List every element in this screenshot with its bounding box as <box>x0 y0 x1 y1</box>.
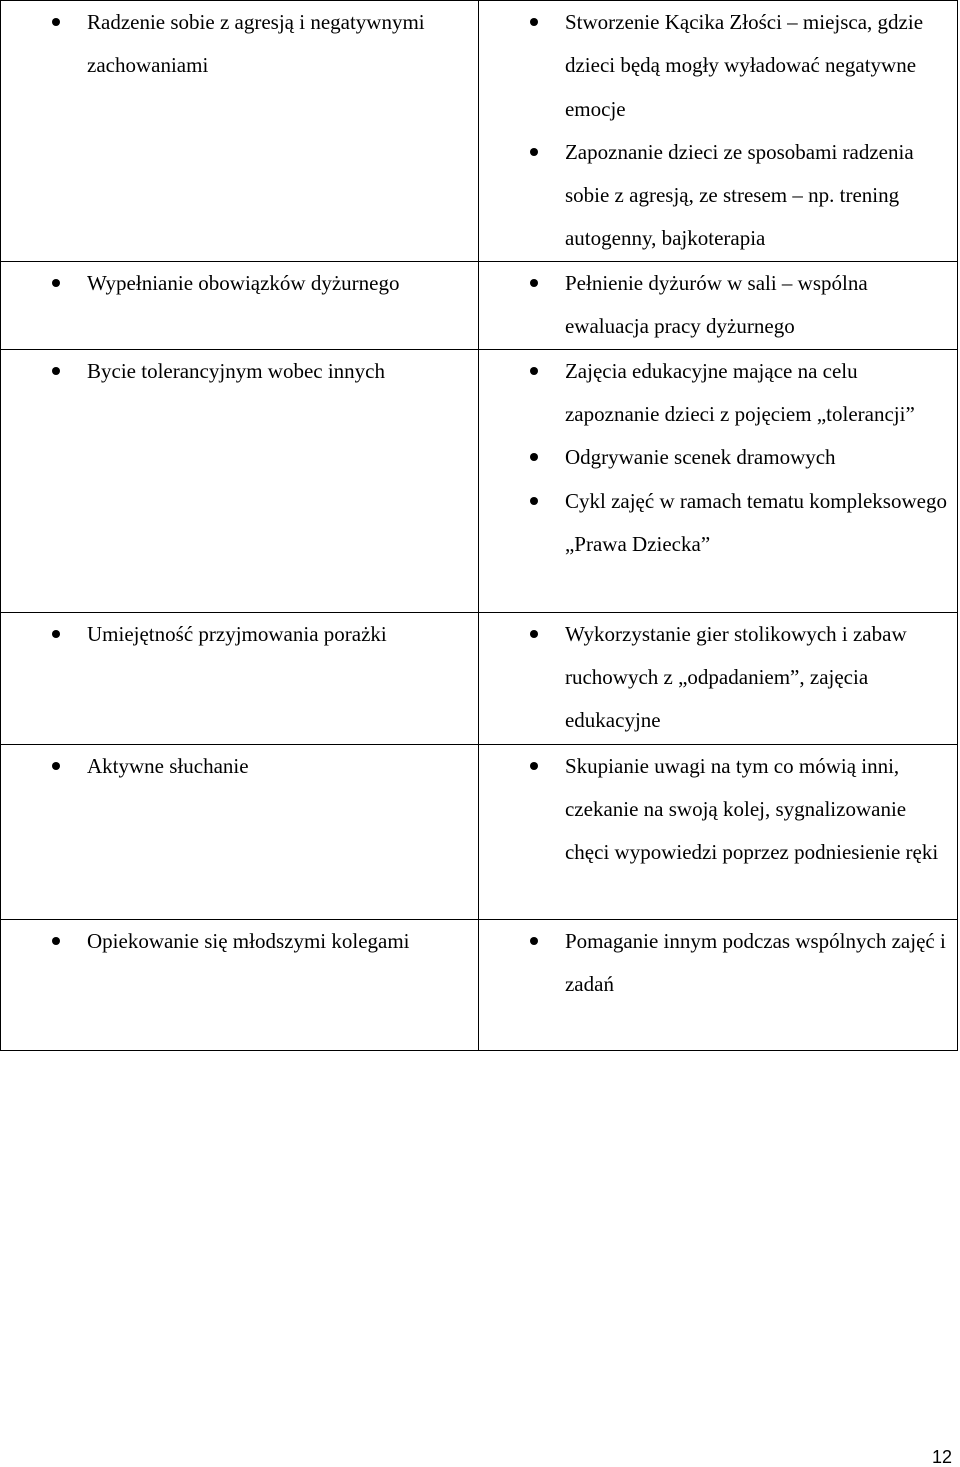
bullet-dot-icon <box>52 937 60 945</box>
table-row <box>1 919 958 1050</box>
method-item <box>479 1 957 131</box>
bullet-dot-icon <box>530 497 538 505</box>
method-item <box>479 613 957 743</box>
skill-cell <box>1 1 479 262</box>
table-row <box>1 349 958 612</box>
method-item <box>479 480 957 567</box>
table-row <box>1 612 958 744</box>
skill-text: Bycie tolerancyjnym wobec innych <box>87 358 385 383</box>
skill-text: Aktywne słuchanie <box>87 753 249 778</box>
skill-item <box>1 1 478 88</box>
method-text: Zajęcia edukacyjne mające na celu zapoznanie dzieci z pojęciem „tolerancji” <box>564 358 915 427</box>
method-text: Zapoznanie dzieci ze sposobami radzenia sobie z agresją, ze stresem – np. trening autogenny, bajkoterapia <box>564 139 914 251</box>
page-number: 12 <box>931 1447 952 1467</box>
methods-cell <box>478 612 957 744</box>
method-text: Cykl zajęć w ramach tematu kompleksowego „Prawa Dziecka” <box>564 488 947 556</box>
table-row <box>1 744 958 919</box>
bullet-dot-icon <box>530 453 538 461</box>
methods-cell <box>478 1 957 262</box>
method-item <box>479 131 957 261</box>
bullet-dot-icon <box>52 630 60 638</box>
method-item <box>479 745 957 875</box>
method-text: Odgrywanie scenek dramowych <box>564 445 836 470</box>
bullet-dot-icon <box>52 18 60 26</box>
skill-item <box>1 613 478 656</box>
methods-cell <box>478 744 957 919</box>
table-row <box>1 1 958 262</box>
skill-text: Umiejętność przyjmowania porażki <box>87 621 387 646</box>
methods-cell <box>478 349 957 612</box>
method-item <box>479 920 957 1007</box>
bullet-dot-icon <box>52 762 60 770</box>
methods-cell <box>478 919 957 1050</box>
bullet-dot-icon <box>530 367 538 375</box>
skill-text: Opiekowanie się młodszymi kolegami <box>87 928 410 953</box>
skill-cell <box>1 349 479 612</box>
table-row <box>1 261 958 349</box>
bullet-dot-icon <box>530 630 538 638</box>
method-item <box>479 350 957 437</box>
method-text: Pomaganie innym podczas wspólnych zajęć i zadań <box>564 928 946 997</box>
skill-item <box>1 745 478 788</box>
skill-item <box>1 262 478 305</box>
method-item <box>479 262 957 349</box>
bullet-dot-icon <box>530 279 538 287</box>
skill-text: Wypełnianie obowiązków dyżurnego <box>87 270 400 295</box>
bullet-dot-icon <box>52 367 60 375</box>
bullet-dot-icon <box>530 18 538 26</box>
bullet-dot-icon <box>530 148 538 156</box>
skill-item <box>1 920 478 963</box>
method-text: Skupianie uwagi na tym co mówią inni, czekanie na swoją kolej, sygnalizowanie chęci wypowiedzi poprzez podniesienie ręki <box>564 753 939 865</box>
skill-text: Radzenie sobie z agresją i negatywnymi zachowaniami <box>87 10 425 78</box>
skill-item <box>1 350 478 393</box>
skill-cell <box>1 919 479 1050</box>
method-text: Pełnienie dyżurów w sali – wspólna ewaluacja pracy dyżurnego <box>564 270 868 339</box>
skill-cell <box>1 261 479 349</box>
method-text: Wykorzystanie gier stolikowych i zabaw ruchowych z „odpadaniem”, zajęcia edukacyjne <box>564 621 907 733</box>
bullet-dot-icon <box>530 937 538 945</box>
method-item <box>479 436 957 479</box>
skill-cell <box>1 612 479 744</box>
bullet-dot-icon <box>52 279 60 287</box>
skill-cell <box>1 744 479 919</box>
methods-cell <box>478 261 957 349</box>
bullet-dot-icon <box>530 762 538 770</box>
method-text: Stworzenie Kącika Złości – miejsca, gdzie dzieci będą mogły wyładować negatywne emocje <box>564 10 924 121</box>
